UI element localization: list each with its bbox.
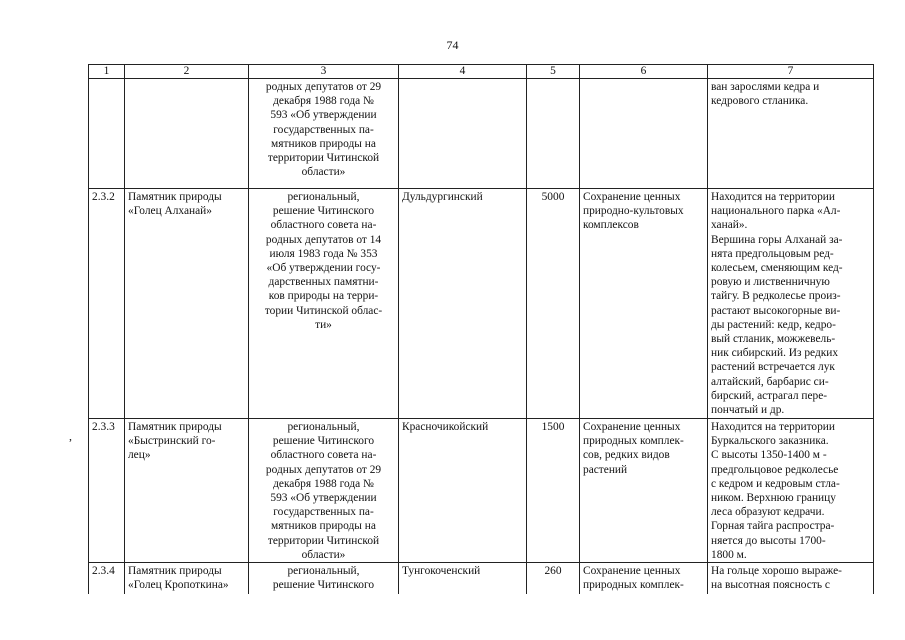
description-cell	[708, 79, 874, 189]
monument-name-cell	[125, 79, 249, 189]
entry-number-cell	[89, 189, 125, 419]
description-cell	[708, 419, 874, 563]
text-line: областного совета на-	[270, 449, 377, 462]
text-line: предгольцовое редколесье	[711, 463, 839, 476]
text-line: ван зарослями кедра и	[711, 81, 820, 93]
column-number: 7	[708, 65, 874, 79]
text-line: региональный,	[287, 421, 360, 433]
text-line: вый стланик, можжевель-	[711, 333, 836, 346]
text-line: области»	[301, 548, 346, 561]
text-line: государственных па-	[273, 506, 374, 519]
text-line: 5000	[541, 191, 565, 203]
text-line: ханай».	[711, 219, 748, 232]
text-line: региональный,	[287, 191, 360, 203]
text-line: ти»	[315, 318, 332, 331]
text-line: ды растений: кедр, кедро-	[711, 318, 836, 331]
entry-number-cell	[89, 563, 125, 595]
column-number: 2	[125, 65, 249, 79]
text-line: няется до высоты 1700-	[711, 534, 826, 547]
area-cell	[527, 563, 580, 595]
entry-number-cell	[89, 79, 125, 189]
text-line: тории Читинской облас-	[264, 304, 383, 317]
text-line: с кедром и кедровым стла-	[711, 477, 840, 490]
text-line: алтайский, барбарис си-	[711, 375, 829, 388]
text-line: пончатый и др.	[711, 404, 785, 417]
text-line: территории Читинской	[267, 152, 380, 165]
text-line: «Об утверждении госу-	[266, 262, 381, 275]
description-cell	[708, 189, 874, 419]
text-line: природно-культовых	[583, 205, 684, 218]
text-line: мятников природы на	[271, 137, 376, 150]
text-line: растают высокогорные ви-	[711, 304, 841, 317]
entry-number-cell	[89, 419, 125, 563]
text-line: колесьем, сменяющим кед-	[711, 262, 843, 275]
monument-name-cell	[125, 419, 249, 563]
text-line: национального парка «Ал-	[711, 205, 841, 218]
text-line: Памятник природы	[128, 421, 222, 433]
text-line: «Быстринский го-	[128, 435, 216, 448]
text-line: декабря 1988 года №	[273, 95, 374, 108]
text-line: сов, редких видов	[583, 449, 670, 462]
text-line: Красночикойский	[402, 421, 489, 433]
text-line: Находится на территории	[711, 191, 835, 203]
text-line: мятников природы на	[271, 520, 376, 533]
text-line: кедрового стланика.	[711, 95, 809, 108]
text-line: 1800 м.	[711, 548, 747, 561]
text-line: родных депутатов от 29	[265, 463, 382, 476]
text-line: областного совета на-	[270, 219, 377, 232]
text-line: решение Читинского	[272, 579, 375, 592]
column-number: 4	[399, 65, 527, 79]
purpose-cell	[580, 79, 708, 189]
legal-basis-cell	[249, 563, 399, 595]
text-line: тайгу. В редколесье произ-	[711, 290, 841, 303]
table-row	[89, 563, 874, 595]
purpose-cell	[580, 419, 708, 563]
text-line: природных комплек-	[583, 435, 684, 448]
text-line: лец»	[128, 449, 151, 462]
text-line: 2.3.3	[92, 421, 115, 433]
area-cell	[527, 79, 580, 189]
text-line: дарственных памятни-	[268, 276, 379, 289]
text-line: Тунгокоченский	[402, 565, 481, 578]
text-line: родных депутатов от 29	[265, 81, 382, 93]
district-cell	[399, 189, 527, 419]
text-line: растений	[583, 463, 628, 476]
text-line: 1500	[541, 421, 565, 433]
text-line: природных комплек-	[583, 579, 684, 592]
text-line: Горная тайга распростра-	[711, 520, 835, 533]
legal-basis-cell	[249, 189, 399, 419]
text-line: Памятник природы	[128, 565, 222, 578]
text-line: На гольце хорошо выраже-	[711, 565, 842, 578]
text-line: области»	[301, 166, 346, 179]
area-cell	[527, 189, 580, 419]
text-line: Памятник природы	[128, 191, 222, 203]
stray-mark: ,	[69, 429, 72, 443]
page-number: 74	[446, 38, 459, 52]
purpose-cell	[580, 563, 708, 595]
text-line: ник сибирский. Из редких	[711, 347, 839, 360]
text-line: Находится на территории	[711, 421, 835, 433]
text-line: 2.3.2	[92, 191, 115, 203]
text-line: Вершина горы Алханай за-	[711, 233, 843, 246]
text-line: государственных па-	[273, 123, 374, 136]
text-line: решение Читинского	[272, 435, 375, 448]
legal-basis-cell	[249, 79, 399, 189]
district-cell	[399, 419, 527, 563]
purpose-cell	[580, 189, 708, 419]
text-line: родных депутатов от 14	[265, 233, 382, 246]
text-line: региональный,	[287, 565, 360, 578]
text-line: растений встречается лук	[711, 361, 835, 374]
district-cell	[399, 563, 527, 595]
legal-basis-cell	[249, 419, 399, 563]
text-line: Дульдургинский	[402, 191, 483, 203]
text-line: Буркальского заказника.	[711, 435, 829, 448]
monument-name-cell	[125, 563, 249, 595]
text-line: июля 1983 года № 353	[269, 247, 378, 260]
table-row	[89, 189, 874, 419]
text-line: леса образуют кедрачи.	[711, 506, 825, 519]
text-line: нята предгольцовым ред-	[711, 247, 834, 260]
text-line: 2.3.4	[92, 565, 115, 578]
description-cell	[708, 563, 874, 595]
text-line: бирский, астрагал пере-	[711, 389, 828, 402]
text-line: ником. Верхнюю границу	[711, 492, 836, 505]
text-line: «Голец Кропоткина»	[128, 579, 229, 592]
monument-name-cell	[125, 189, 249, 419]
text-line: Сохранение ценных	[583, 191, 681, 203]
text-line: «Голец Алханай»	[128, 205, 212, 218]
table-row	[89, 419, 874, 563]
text-line: ровую и лиственничную	[711, 276, 830, 289]
table-row	[89, 79, 874, 189]
column-number-row	[89, 65, 874, 79]
district-cell	[399, 79, 527, 189]
text-line: 593 «Об утверждении	[270, 109, 377, 122]
nature-monuments-table	[88, 64, 874, 594]
text-line: ков природы на терри-	[268, 290, 379, 303]
text-line: 260	[544, 565, 562, 578]
text-line: 593 «Об утверждении	[270, 492, 377, 505]
column-number: 1	[89, 65, 125, 79]
text-line: Сохранение ценных	[583, 421, 681, 433]
text-line: С высоты 1350-1400 м -	[711, 449, 827, 462]
text-line: декабря 1988 года №	[273, 477, 374, 490]
column-number: 3	[249, 65, 399, 79]
text-line: комплексов	[583, 219, 639, 232]
area-cell	[527, 419, 580, 563]
text-line: на высотная поясность с	[711, 579, 830, 592]
column-number: 6	[580, 65, 708, 79]
text-line: территории Читинской	[267, 534, 380, 547]
column-number: 5	[527, 65, 580, 79]
text-line: решение Читинского	[272, 205, 375, 218]
text-line: Сохранение ценных	[583, 565, 681, 578]
